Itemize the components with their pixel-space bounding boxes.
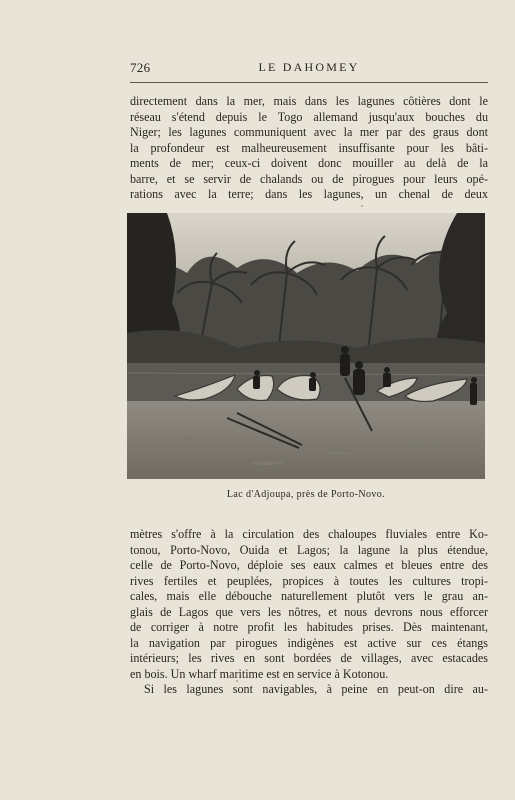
text-line: tonou, Porto-Novo, Ouida et Lagos; la lagune la plus étendue, [130,542,488,557]
page-number: 726 [130,60,151,75]
text-line: la navigation par pirogues indigènes est active sur ces étangs [130,635,488,650]
paragraph-bottom [130,527,488,698]
text-line: celle de Porto-Novo, déploie ses eaux calmes et bleues entre des [130,558,488,572]
text-line: la profondeur est malheureusement insuffisante pour les bâti- [130,140,488,155]
text-line: directement dans la mer, mais dans les lagunes côtières dont le [130,94,488,108]
text-line: Si les lagunes sont navigables, à peine en peut-on dire au- [144,682,488,696]
text-line: de corriger à notre profit les habitudes prises. Dès maintenant, [130,620,488,634]
paper-speck [361,205,363,207]
text-line: Niger; les lagunes communiquent avec la mer par des graus dont [130,125,488,139]
text-line: glais de Lagos que vers les nôtres, et nous devrons nous efforcer [130,604,488,619]
photograph-lake-scene [127,213,485,479]
text-line: intérieurs; les rives en sont bordées de villages, avec estacades [130,651,488,665]
paragraph-top [130,94,488,203]
paper-speck [236,680,238,682]
text-line: réseau s'étend depuis le Togo allemand jusqu'aux bouches du [130,109,488,124]
text-line: rives fertiles et peuplées, propices à toutes les cultures tropi- [130,573,488,588]
text-line: cales, mais elle débouche naturellement plutôt vers le grau an- [130,589,488,603]
text-line: mètres s'offre à la circulation des chaloupes fluviales entre Ko- [130,527,488,541]
text-line: en bois. Un wharf maritime est en service à Kotonou. [130,666,389,681]
page-header [130,60,488,78]
figure-caption: Lac d'Adjoupa, près de Porto-Novo. [226,489,386,500]
running-title: LE DAHOMEY [258,60,360,74]
text-line: ments de mer; ceux-ci doivent donc mouiller au delà de la [130,156,488,170]
text-line: barre, et se servir de chalands ou de pirogues pour leurs opé- [130,171,488,186]
header-rule [130,82,488,83]
text-line: rations avec la terre; dans les lagunes, un chenal de deux [130,187,488,201]
